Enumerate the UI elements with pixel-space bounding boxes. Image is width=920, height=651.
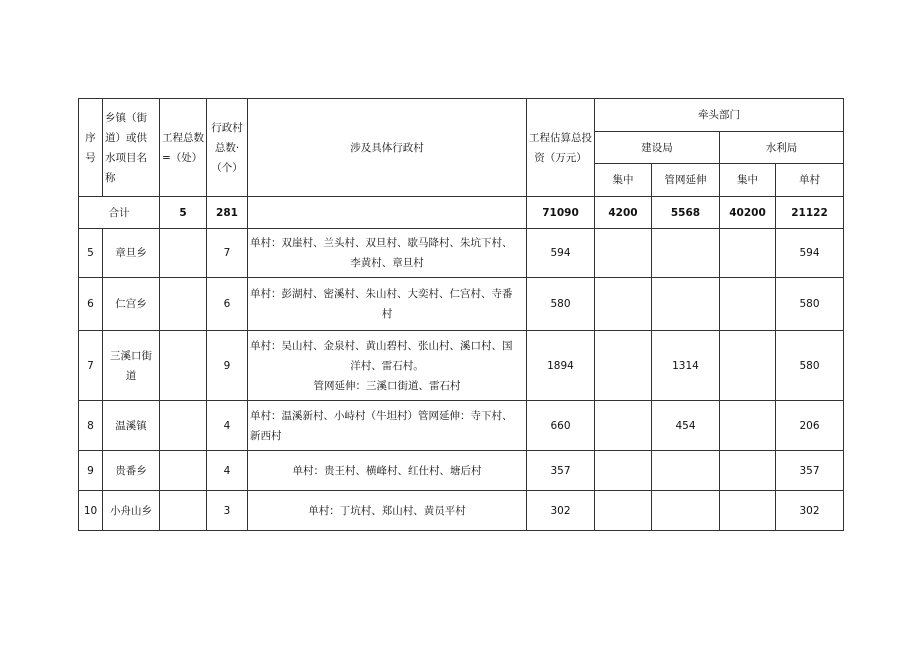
header-investment: 工程估算总投资（万元） xyxy=(527,99,595,197)
row-single: 594 xyxy=(776,229,844,278)
row-central-2 xyxy=(720,491,776,531)
header-village-total: 行政村总数·（个） xyxy=(207,99,248,197)
row-villages xyxy=(248,278,527,331)
header-construction-bureau: 建设局 xyxy=(595,132,720,164)
row-single: 580 xyxy=(776,278,844,331)
total-pipeline: 5568 xyxy=(652,197,720,229)
row-single: 206 xyxy=(776,401,844,451)
row-projects xyxy=(160,278,207,331)
row-central-2 xyxy=(720,229,776,278)
row-central xyxy=(595,491,652,531)
table-row xyxy=(79,331,844,401)
row-investment: 594 xyxy=(527,229,595,278)
villages-line: 管网延伸：三溪口街道、雷石村 xyxy=(313,379,461,392)
header-villages: 涉及具体行政村 xyxy=(248,99,527,197)
row-villages: 单村：丁坑村、郑山村、黄员平村 xyxy=(248,491,527,531)
row-single: 357 xyxy=(776,451,844,491)
row-seq: 9 xyxy=(79,451,103,491)
table-row xyxy=(79,401,844,451)
row-village-count: 9 xyxy=(207,331,248,401)
header-central: 集中 xyxy=(595,164,652,197)
row-seq: 5 xyxy=(79,229,103,278)
row-village-count: 7 xyxy=(207,229,248,278)
row-single: 580 xyxy=(776,331,844,401)
row-name: 贵番乡 xyxy=(103,451,160,491)
row-projects xyxy=(160,451,207,491)
row-pipeline xyxy=(652,451,720,491)
row-pipeline: 454 xyxy=(652,401,720,451)
row-name: 小舟山乡 xyxy=(103,491,160,531)
row-name: 章旦乡 xyxy=(103,229,160,278)
row-seq: 10 xyxy=(79,491,103,531)
villages-line: 单村：吴山村、金泉村、黄山碧村、张山村、溪口村、国 xyxy=(250,339,513,352)
row-central-2 xyxy=(720,331,776,401)
row-village-count: 4 xyxy=(207,401,248,451)
row-villages xyxy=(248,229,527,278)
row-pipeline xyxy=(652,229,720,278)
row-village-count: 3 xyxy=(207,491,248,531)
table-row xyxy=(79,451,844,491)
villages-line: 单村：彭湖村、密溪村、朱山村、大奕村、仁宫村、寺番 xyxy=(250,288,513,300)
row-single: 302 xyxy=(776,491,844,531)
row-name: 三溪口街道 xyxy=(103,331,160,401)
villages-line: 村 xyxy=(381,308,393,320)
row-central xyxy=(595,451,652,491)
row-pipeline xyxy=(652,491,720,531)
header-township: 乡镇（街道）或供水项目名称 xyxy=(103,99,160,197)
total-single: 21122 xyxy=(776,197,844,229)
header-pipeline: 管网延伸 xyxy=(652,164,720,197)
villages-line: 新西村 xyxy=(250,429,282,442)
total-central-2: 40200 xyxy=(720,197,776,229)
row-villages: 单村：贵王村、横峰村、红仕村、塘后村 xyxy=(248,451,527,491)
header-seq: 序号 xyxy=(79,99,103,197)
villages-line: 洋村、雷石村。 xyxy=(350,359,424,372)
header-project-total: 工程总数=（处） xyxy=(160,99,207,197)
row-projects xyxy=(160,229,207,278)
row-pipeline: 1314 xyxy=(652,331,720,401)
row-villages xyxy=(248,401,527,451)
total-central: 4200 xyxy=(595,197,652,229)
header-water-bureau: 水利局 xyxy=(720,132,844,164)
villages-line: 单村：温溪新村、小峙村（牛坦村）管网延伸：寺下村、 xyxy=(250,409,513,422)
row-name: 温溪镇 xyxy=(103,401,160,451)
header-row xyxy=(79,99,844,132)
header-central-2: 集中 xyxy=(720,164,776,197)
header-single: 单村 xyxy=(776,164,844,197)
row-name: 仁宫乡 xyxy=(103,278,160,331)
row-central xyxy=(595,229,652,278)
row-central-2 xyxy=(720,451,776,491)
row-investment: 302 xyxy=(527,491,595,531)
row-investment: 1894 xyxy=(527,331,595,401)
total-villages-count: 281 xyxy=(207,197,248,229)
row-village-count: 4 xyxy=(207,451,248,491)
total-label: 合计 xyxy=(79,197,160,229)
row-seq: 6 xyxy=(79,278,103,331)
row-projects xyxy=(160,331,207,401)
row-central-2 xyxy=(720,401,776,451)
row-central-2 xyxy=(720,278,776,331)
total-investment: 71090 xyxy=(527,197,595,229)
row-central xyxy=(595,278,652,331)
row-pipeline xyxy=(652,278,720,331)
row-investment: 660 xyxy=(527,401,595,451)
total-villages-cell xyxy=(248,197,527,229)
row-central xyxy=(595,331,652,401)
total-row xyxy=(79,197,844,229)
villages-line: 李黄村、章旦村 xyxy=(350,257,424,269)
row-seq: 8 xyxy=(79,401,103,451)
table-row xyxy=(79,491,844,531)
row-investment: 357 xyxy=(527,451,595,491)
row-village-count: 6 xyxy=(207,278,248,331)
project-table xyxy=(78,98,844,531)
row-projects xyxy=(160,491,207,531)
villages-line: 单村：双崖村、兰头村、双旦村、歇马降村、朱坑下村、 xyxy=(250,237,513,249)
row-seq: 7 xyxy=(79,331,103,401)
row-investment: 580 xyxy=(527,278,595,331)
table-row xyxy=(79,278,844,331)
row-villages xyxy=(248,331,527,401)
total-projects: 5 xyxy=(160,197,207,229)
table-row xyxy=(79,229,844,278)
row-projects xyxy=(160,401,207,451)
row-central xyxy=(595,401,652,451)
header-lead-dept: 牵头部门 xyxy=(595,99,844,132)
